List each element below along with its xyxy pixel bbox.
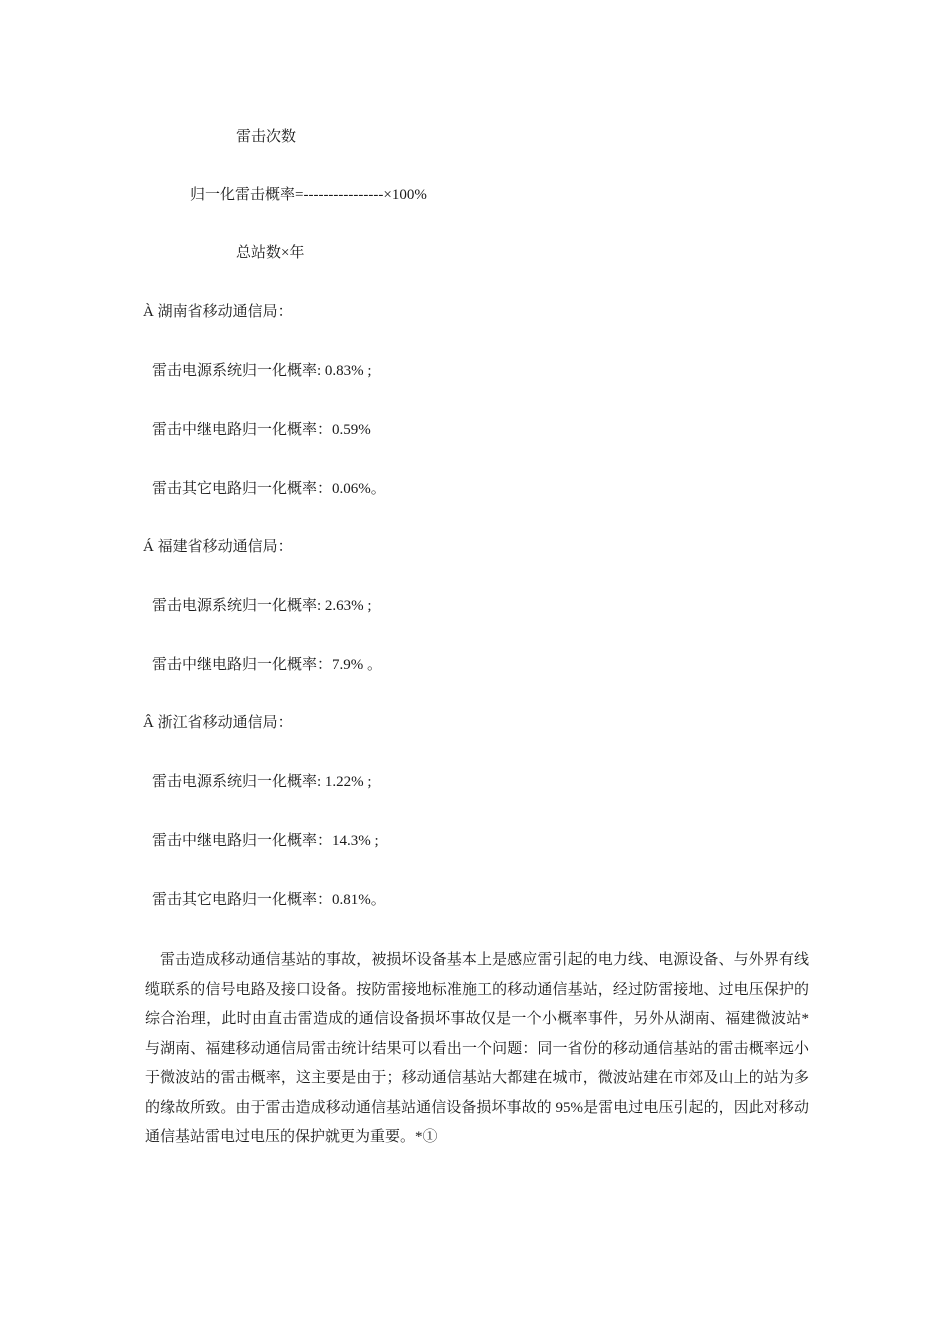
section-heading-fujian: Á 福建省移动通信局： xyxy=(143,539,293,555)
list-item: 雷击中继电路归一化概率：7.9% 。 xyxy=(152,657,382,673)
formula-equation: 归一化雷击概率=----------------×100% xyxy=(190,187,427,203)
formula-denominator: 总站数×年 xyxy=(236,245,305,261)
list-item: 雷击中继电路归一化概率：14.3% ; xyxy=(152,833,379,849)
body-paragraph: 雷击造成移动通信基站的事故，被损坏设备基本上是感应雷引起的电力线、电源设备、与外界有线缆联系的信号电路及接口设备。按防雷接地标准施工的移动通信基站，经过防雷接地、过电压保护的综合治理，此时由直击雷造成的通信设备损坏事故仅是一个小概率事件，另外从湖南、福建微波站*与湖南、福建移动通信局雷击统计结果可以看出一个问题：同一省份的移动通信基站的雷击概率远小于微波站的雷击概率，这主要是由于；移动通信基站大都建在城市，微波站建在市郊及山上的站为多的缘故所致。由于雷击造成移动通信基站通信设备损坏事故的 95%是雷电过电压引起的，因此对移动通信基站雷电过电压的保护就更为重要。*① xyxy=(145,952,809,1145)
list-item: 雷击中继电路归一化概率：0.59% xyxy=(152,422,371,438)
list-item: 雷击其它电路归一化概率：0.81%。 xyxy=(152,892,386,908)
section-heading-zhejiang: Â 浙江省移动通信局： xyxy=(143,715,293,731)
formula-numerator: 雷击次数 xyxy=(236,129,297,145)
section-heading-hunan: À 湖南省移动通信局： xyxy=(143,304,293,320)
list-item: 雷击电源系统归一化概率: 0.83% ; xyxy=(152,363,372,379)
list-item: 雷击其它电路归一化概率：0.06%。 xyxy=(152,481,386,497)
list-item: 雷击电源系统归一化概率: 2.63% ; xyxy=(152,598,372,614)
list-item: 雷击电源系统归一化概率: 1.22% ; xyxy=(152,774,372,790)
